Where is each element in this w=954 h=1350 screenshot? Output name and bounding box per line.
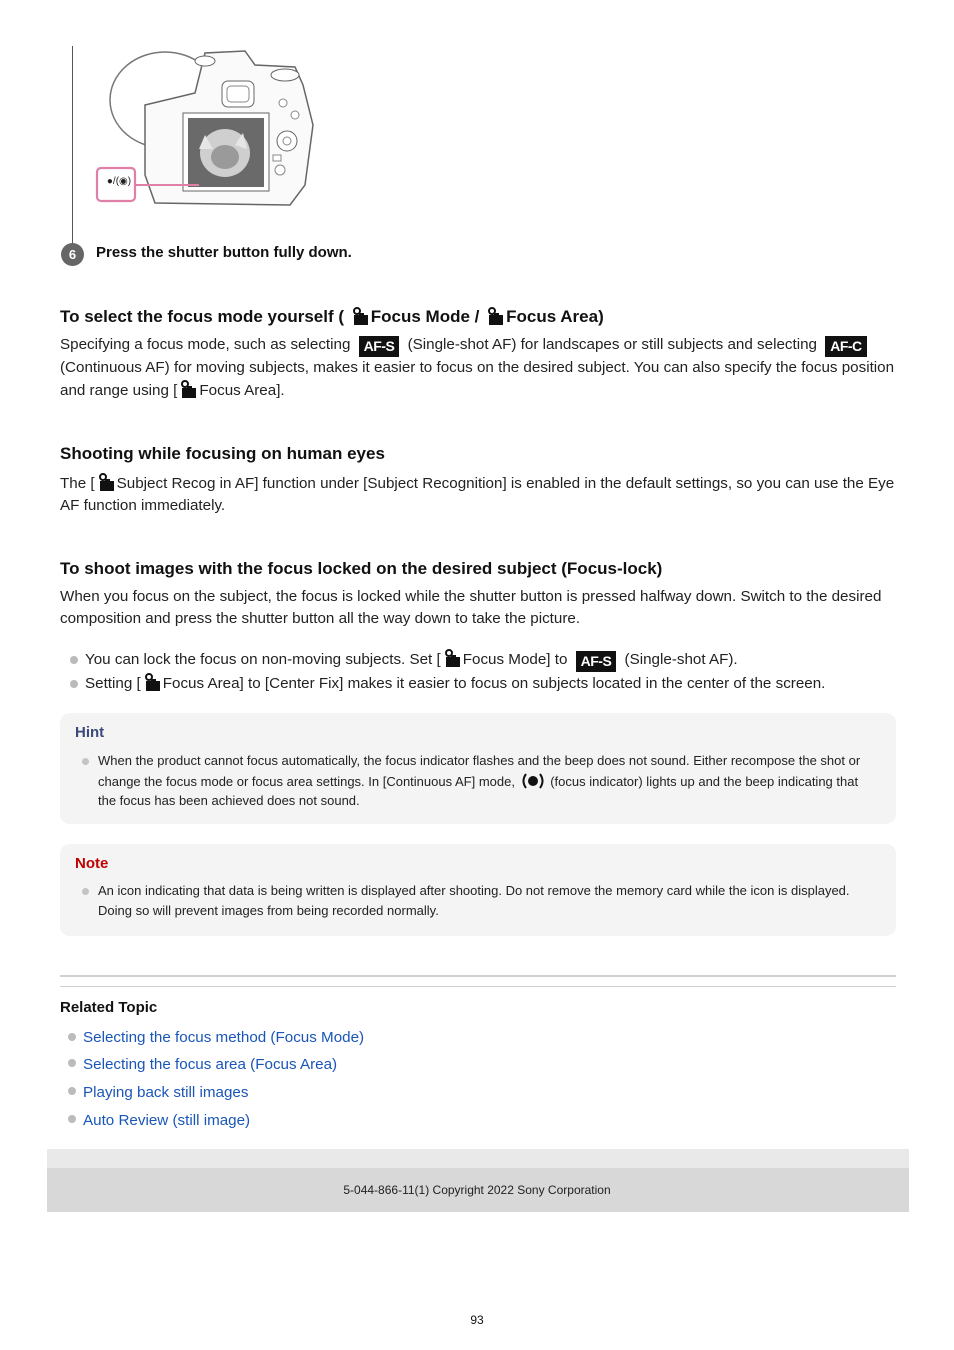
divider: [60, 975, 896, 977]
af-s-icon: AF-S: [576, 651, 617, 672]
text: Focus Mode] to: [462, 651, 568, 668]
shutter-icon-label: ●/(◉): [106, 176, 132, 187]
title-part-3: Focus Area): [506, 307, 604, 326]
section-focus-mode-body: [60, 334, 896, 402]
camera-mode-icon: [143, 672, 161, 692]
section-lock-bullets: [60, 648, 896, 695]
camera-mode-icon: [486, 306, 504, 326]
af-c-icon: AF-C: [825, 336, 866, 357]
related-links: [58, 1025, 658, 1135]
af-s-icon: AF-S: [359, 336, 400, 357]
text: When the product cannot focus automatically, the focus indicator flashes and the beep does not sound. Either recompose the shot or change the focus mode or focus area settings. In [Continuous AF] mode,: [98, 753, 861, 789]
text: Setting [: [85, 675, 141, 692]
text: Specifying a focus mode, such as selecting: [60, 336, 351, 353]
page-number: 93: [470, 1313, 484, 1327]
text: The [: [60, 475, 95, 492]
note-box: [60, 844, 896, 936]
text: Subject Recog in AF] function under [Subject Recognition] is enabled in the default settings, so you can use the Eye AF function immediately.: [60, 475, 895, 514]
text: You can lock the focus on non-moving subjects. Set [: [85, 651, 441, 668]
related-link[interactable]: Playing back still images: [58, 1079, 658, 1107]
related-link[interactable]: Selecting the focus method (Focus Mode): [58, 1025, 658, 1051]
section-focus-mode-title: [60, 306, 604, 327]
list-item: [60, 751, 870, 811]
step-number-badge: 6: [61, 243, 84, 266]
text: (Single-shot AF) for landscapes or still subjects and selecting: [407, 336, 817, 353]
text: When you focus on the subject, the focus is locked while the shutter button is pressed halfway down. Switch to the desired composition and press the shutter button all the way down to take the picture.: [60, 588, 882, 627]
camera-mode-icon: [97, 472, 115, 492]
related-link[interactable]: Selecting the focus area (Focus Area): [58, 1051, 658, 1079]
text: (focus indicator) lights up and the beep indicating that the focus has been achieved does not sound.: [98, 773, 859, 808]
step-connector-line: [72, 46, 73, 246]
heading: Shooting while focusing on human eyes: [60, 444, 385, 463]
camera-mode-icon: [179, 379, 197, 399]
copyright-text: 5-044-866-11(1) Copyright 2022 Sony Corporation: [343, 1183, 611, 1197]
title-part-2: Focus Mode /: [370, 307, 480, 326]
divider: [60, 986, 896, 987]
related-topic-title: Related Topic: [60, 999, 158, 1016]
section-eyes-title: [60, 444, 385, 464]
list-item: [60, 648, 896, 672]
list-item: [60, 672, 896, 695]
list-item: An icon indicating that data is being written is displayed after shooting. Do not remove the memory card while the icon is displayed. Doing so will prevent images from being recorded normally.: [60, 881, 870, 920]
section-lock-title: [60, 559, 662, 579]
text: (Continuous AF) for moving subjects, makes it easier to focus on the desired subject. You can also specify the focus position and range using [: [60, 359, 895, 399]
note-title: Note: [75, 855, 109, 872]
heading: To shoot images with the focus locked on the desired subject (Focus-lock): [60, 559, 663, 578]
focus-indicator-icon: [521, 771, 545, 791]
camera-mode-icon: [443, 648, 461, 668]
text: Focus Area] to [Center Fix] makes it easier to focus on subjects located in the center of the screen.: [162, 675, 826, 692]
hint-box: [60, 713, 896, 824]
text: Focus Area].: [199, 382, 285, 399]
related-link[interactable]: Auto Review (still image): [58, 1107, 658, 1135]
hint-title: Hint: [75, 724, 105, 741]
camera-mode-icon: [351, 306, 369, 326]
text: (Single-shot AF).: [624, 651, 738, 668]
footer-band: [47, 1149, 909, 1168]
title-part-1: To select the focus mode yourself (: [60, 307, 345, 326]
section-lock-body: [60, 586, 896, 630]
step-text: Press the shutter button fully down.: [96, 244, 352, 261]
section-eyes-body: [60, 472, 896, 517]
